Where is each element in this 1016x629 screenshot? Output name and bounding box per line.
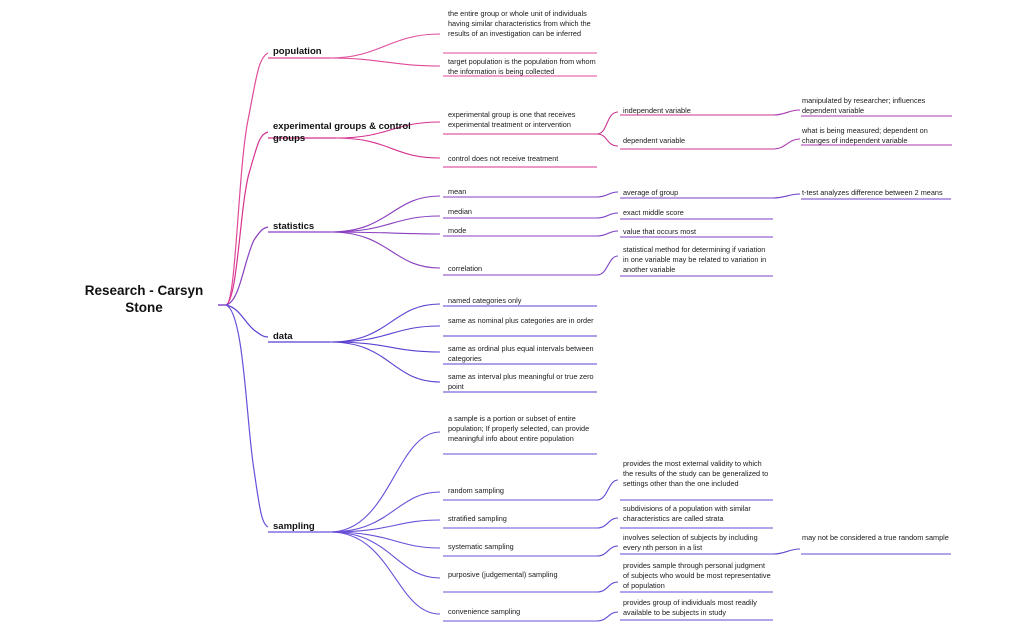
branch-data[interactable]: [273, 331, 403, 343]
leaf-systematic-sampling-text: systematic sampling: [448, 542, 514, 551]
leaf-random-sampling-text: random sampling: [448, 486, 504, 495]
leaf-target-population[interactable]: [448, 57, 596, 77]
leaf-stratified-sampling-detail[interactable]: [623, 504, 773, 524]
branch-sampling[interactable]: [273, 521, 403, 533]
leaf-mode[interactable]: [448, 226, 596, 236]
leaf-convenience-sampling-text: convenience sampling: [448, 607, 521, 616]
branch-population-label: population: [273, 46, 322, 57]
leaf-convenience-sampling-detail[interactable]: [623, 598, 773, 618]
leaf-dependent-variable-detail-text: what is being measured; dependent on changes of independent variable: [802, 126, 928, 145]
leaf-t-test-detail-text: t-test analyzes difference between 2 means: [802, 188, 943, 197]
leaf-convenience-sampling-detail-text: provides group of individuals most readily available to be subjects in study: [623, 598, 757, 617]
leaf-purposive-sampling-detail[interactable]: [623, 561, 773, 591]
leaf-ordinal[interactable]: [448, 316, 596, 326]
leaf-purposive-sampling-text: purposive (judgemental) sampling: [448, 570, 558, 579]
leaf-mean-detail[interactable]: [623, 188, 773, 198]
leaf-nominal[interactable]: [448, 296, 596, 306]
branch-statistics[interactable]: [273, 221, 403, 233]
leaf-experimental-group[interactable]: [448, 110, 596, 130]
leaf-random-sampling-detail-text: provides the most external validity to which the results of the study can be generalized to settings other than the one included: [623, 459, 769, 488]
leaf-systematic-sampling-note[interactable]: [802, 533, 952, 543]
root-node-label: Research - Carsyn Stone: [84, 283, 204, 315]
leaf-sample-definition-text: a sample is a portion or subset of entire population; If properly selected, can provide meaningful info about entire population: [448, 414, 590, 443]
leaf-systematic-sampling-detail[interactable]: [623, 533, 773, 553]
leaf-independent-variable-text: independent variable: [623, 106, 691, 115]
leaf-systematic-sampling[interactable]: [448, 542, 596, 552]
leaf-purposive-sampling[interactable]: [448, 570, 596, 580]
leaf-mean-text: mean: [448, 187, 467, 196]
leaf-dependent-variable-text: dependent variable: [623, 136, 686, 145]
leaf-stratified-sampling-text: stratified sampling: [448, 514, 507, 523]
leaf-ratio-text: same as interval plus meaningful or true zero point: [448, 372, 594, 391]
leaf-mode-detail[interactable]: [623, 227, 773, 237]
leaf-correlation-detail[interactable]: [623, 245, 773, 275]
leaf-correlation-text: correlation: [448, 264, 483, 273]
leaf-target-population-text: target population is the population from whom the information is being collected: [448, 57, 596, 76]
leaf-convenience-sampling[interactable]: [448, 607, 596, 617]
leaf-systematic-sampling-note-text: may not be considered a true random sample: [802, 533, 949, 542]
branch-sampling-label: sampling: [273, 521, 315, 532]
leaf-mode-detail-text: value that occurs most: [623, 227, 697, 236]
leaf-t-test-detail[interactable]: [802, 188, 954, 198]
leaf-nominal-text: named categories only: [448, 296, 522, 305]
leaf-experimental-group-text: experimental group is one that receives experimental treatment or intervention: [448, 110, 576, 129]
leaf-control-group-text: control does not receive treatment: [448, 154, 559, 163]
leaf-interval[interactable]: [448, 344, 596, 364]
leaf-independent-variable-detail-text: manipulated by researcher; influences dependent variable: [802, 96, 926, 115]
leaf-systematic-sampling-detail-text: involves selection of subjects by including every nth person in a list: [623, 533, 758, 552]
leaf-population-definition-text: the entire group or whole unit of individuals having similar characteristics from which the results of an investigation can be inferred: [448, 9, 591, 38]
branch-experimental-groups[interactable]: [273, 121, 413, 145]
branch-statistics-label: statistics: [273, 221, 315, 232]
leaf-correlation-detail-text: statistical method for determining if variation in one variable may be related to variation in another variable: [623, 245, 767, 274]
leaf-mean[interactable]: [448, 187, 596, 197]
leaf-median-detail[interactable]: [623, 208, 773, 218]
leaf-dependent-variable[interactable]: [623, 136, 773, 146]
leaf-random-sampling[interactable]: [448, 486, 596, 496]
leaf-mean-detail-text: average of group: [623, 188, 679, 197]
leaf-stratified-sampling-detail-text: subdivisions of a population with similar characteristics are called strata: [623, 504, 751, 523]
leaf-dependent-variable-detail[interactable]: [802, 126, 954, 146]
leaf-population-definition[interactable]: [448, 9, 596, 39]
leaf-purposive-sampling-detail-text: provides sample through personal judgment of subjects who would be most representative of population: [623, 561, 771, 590]
leaf-correlation[interactable]: [448, 264, 596, 274]
leaf-independent-variable-detail[interactable]: [802, 96, 952, 116]
leaf-interval-text: same as ordinal plus equal intervals between categories: [448, 344, 594, 363]
leaf-sample-definition[interactable]: [448, 414, 596, 444]
leaf-stratified-sampling[interactable]: [448, 514, 596, 524]
leaf-median[interactable]: [448, 207, 596, 217]
branch-experimental-groups-label: experimental groups & control groups: [273, 121, 411, 144]
leaf-random-sampling-detail[interactable]: [623, 459, 773, 489]
branch-data-label: data: [273, 331, 293, 342]
leaf-median-text: median: [448, 207, 472, 216]
branch-population[interactable]: [273, 46, 403, 58]
leaf-mode-text: mode: [448, 226, 467, 235]
leaf-ratio[interactable]: [448, 372, 596, 392]
leaf-control-group[interactable]: [448, 154, 596, 164]
leaf-independent-variable[interactable]: [623, 106, 773, 116]
root-node[interactable]: [70, 282, 218, 316]
leaf-median-detail-text: exact middle score: [623, 208, 684, 217]
leaf-ordinal-text: same as nominal plus categories are in order: [448, 316, 594, 325]
